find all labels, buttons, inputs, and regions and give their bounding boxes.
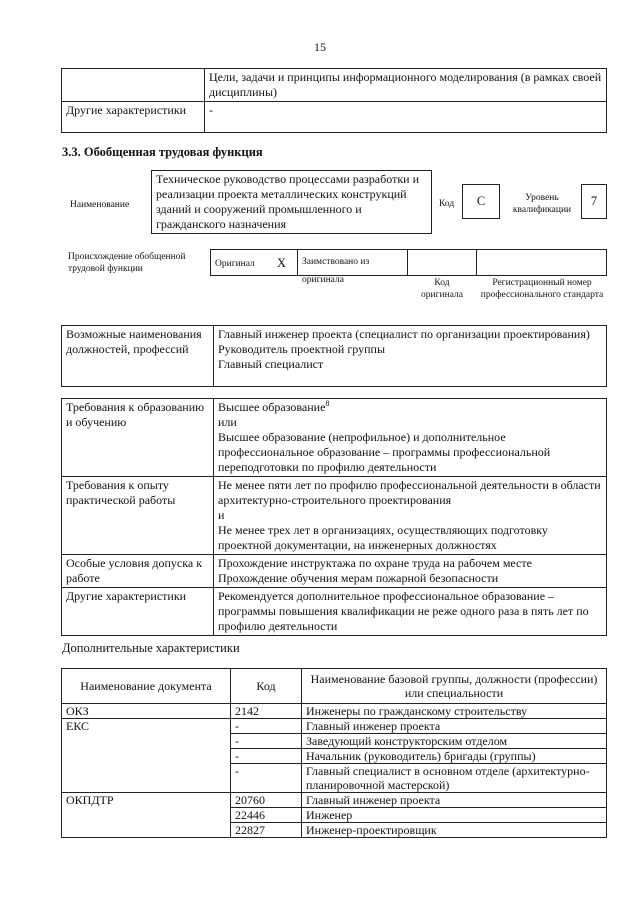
table-row bbox=[62, 749, 607, 764]
table-cell bbox=[62, 808, 231, 823]
original-label: Оригинал bbox=[215, 259, 255, 269]
table-cell bbox=[214, 399, 607, 477]
table-cell: Инженер-проектировщик bbox=[302, 823, 607, 838]
level-value: 7 bbox=[581, 184, 607, 219]
reg-caption: Регистрационный номер профессионального стандарта bbox=[480, 278, 604, 300]
table-cell: Начальник (руководитель) бригады (группы) bbox=[302, 749, 607, 764]
table-cell bbox=[214, 555, 607, 588]
table-row bbox=[62, 69, 607, 102]
table-header-row bbox=[62, 669, 607, 704]
page-number: 15 bbox=[314, 40, 326, 54]
table-cell: Заведующий конструкторским отделом bbox=[302, 734, 607, 749]
table-row bbox=[62, 764, 607, 793]
list-item: Не менее трех лет в организациях, осуществляющих подготовку проектной документации, на инженерных должностях bbox=[218, 523, 548, 552]
origin-label: Происхождение обобщенной трудовой функции bbox=[68, 252, 186, 274]
table-cell: Главный инженер проекта bbox=[302, 719, 607, 734]
table-cell: Рекомендуется дополнительное профессиональное образование – программы повышения квалификации не реже одного раза в пять лет по профилю деятельности bbox=[214, 588, 607, 636]
table-row bbox=[62, 477, 607, 555]
function-name: Техническое руководство процессами разработки и реализации проекта металлических конструкций зданий и сооружений промышленного и гражданского назначения bbox=[151, 170, 432, 234]
list-item: Главный инженер проекта (специалист по организации проектирования) bbox=[218, 327, 590, 341]
table-cell bbox=[62, 823, 231, 838]
requirements-table bbox=[61, 398, 607, 636]
table-row bbox=[62, 555, 607, 588]
table-cell: 2142 bbox=[231, 704, 302, 719]
positions-table bbox=[61, 325, 607, 387]
table-cell: Инженеры по гражданскому строительству bbox=[302, 704, 607, 719]
table-cell: Другие характеристики bbox=[62, 588, 214, 636]
original-mark: Х bbox=[277, 256, 287, 270]
table-row bbox=[62, 734, 607, 749]
table-cell: - bbox=[205, 102, 607, 133]
table-row bbox=[62, 823, 607, 838]
original-box bbox=[210, 249, 298, 276]
table-cell: Другие характеристики bbox=[62, 102, 205, 133]
table-row bbox=[62, 588, 607, 636]
table-cell: Главный специалист в основном отделе (архитектурно-планировочной мастерской) bbox=[302, 764, 607, 793]
table-cell: Инженер bbox=[302, 808, 607, 823]
code-label: Код bbox=[439, 199, 455, 209]
section-title: 3.3. Обобщенная трудовая функция bbox=[62, 145, 263, 159]
table-row bbox=[62, 326, 607, 387]
table-cell: Возможные наименования должностей, профессий bbox=[62, 326, 214, 387]
table-cell: Требования к образованию и обучению bbox=[62, 399, 214, 477]
table-cell bbox=[62, 734, 231, 749]
name-label: Наименование bbox=[70, 200, 130, 210]
header-cell: Код bbox=[231, 669, 302, 704]
table-cell: - bbox=[231, 734, 302, 749]
table-cell: 22446 bbox=[231, 808, 302, 823]
origin-code-box bbox=[407, 249, 477, 276]
table-cell: Особые условия допуска к работе bbox=[62, 555, 214, 588]
list-item: или bbox=[218, 415, 237, 429]
table-row bbox=[62, 719, 607, 734]
table-cell: ОКЗ bbox=[62, 704, 231, 719]
table-row bbox=[62, 808, 607, 823]
level-label: Уровень квалификации bbox=[512, 193, 572, 215]
table-cell: - bbox=[231, 764, 302, 793]
top-table bbox=[61, 68, 607, 133]
list-item: Высшее образование$^8$ bbox=[218, 399, 330, 414]
table-cell: ЕКС bbox=[62, 719, 231, 734]
reg-number-box bbox=[476, 249, 607, 276]
header-cell: Наименование базовой группы, должности (профессии) или специальности bbox=[302, 669, 607, 704]
table-cell: ОКПДТР bbox=[62, 793, 231, 808]
list-item: Главный специалист bbox=[218, 357, 324, 371]
list-item: Высшее образование (непрофильное) и дополнительное профессиональное образование – программы профессиональной переподготовки по профилю деятельности bbox=[218, 430, 551, 474]
table-cell: Главный инженер проекта bbox=[302, 793, 607, 808]
borrowed-label: Заимствовано из оригинала bbox=[302, 257, 370, 285]
code-value: С bbox=[462, 184, 500, 219]
table-cell: Цели, задачи и принципы информационного моделирования (в рамках своей дисциплины) bbox=[205, 69, 607, 102]
table-cell: 20760 bbox=[231, 793, 302, 808]
table-cell: 22827 bbox=[231, 823, 302, 838]
footnote-marker: 8 bbox=[325, 399, 330, 408]
table-cell: - bbox=[231, 749, 302, 764]
borrowed-box bbox=[297, 249, 408, 285]
table-row bbox=[62, 102, 607, 133]
extra-table bbox=[61, 668, 607, 838]
table-cell bbox=[62, 749, 231, 764]
code-caption: Код оригинала bbox=[421, 278, 463, 300]
list-item: и bbox=[218, 508, 225, 522]
list-item: Не менее пяти лет по профилю профессиональной деятельности в области архитектурно-строительного проектирования bbox=[218, 478, 601, 507]
table-cell: - bbox=[231, 719, 302, 734]
table-row bbox=[62, 399, 607, 477]
table-cell bbox=[214, 326, 607, 387]
table-row bbox=[62, 793, 607, 808]
list-item: Прохождение инструктажа по охране труда на рабочем месте bbox=[218, 556, 532, 570]
extra-title: Дополнительные характеристики bbox=[62, 641, 240, 655]
table-cell: Требования к опыту практической работы bbox=[62, 477, 214, 555]
list-item: Прохождение обучения мерам пожарной безопасности bbox=[218, 571, 499, 585]
header-cell: Наименование документа bbox=[62, 669, 231, 704]
table-row bbox=[62, 704, 607, 719]
table-cell bbox=[62, 764, 231, 793]
table-cell bbox=[214, 477, 607, 555]
list-item: Руководитель проектной группы bbox=[218, 342, 386, 356]
